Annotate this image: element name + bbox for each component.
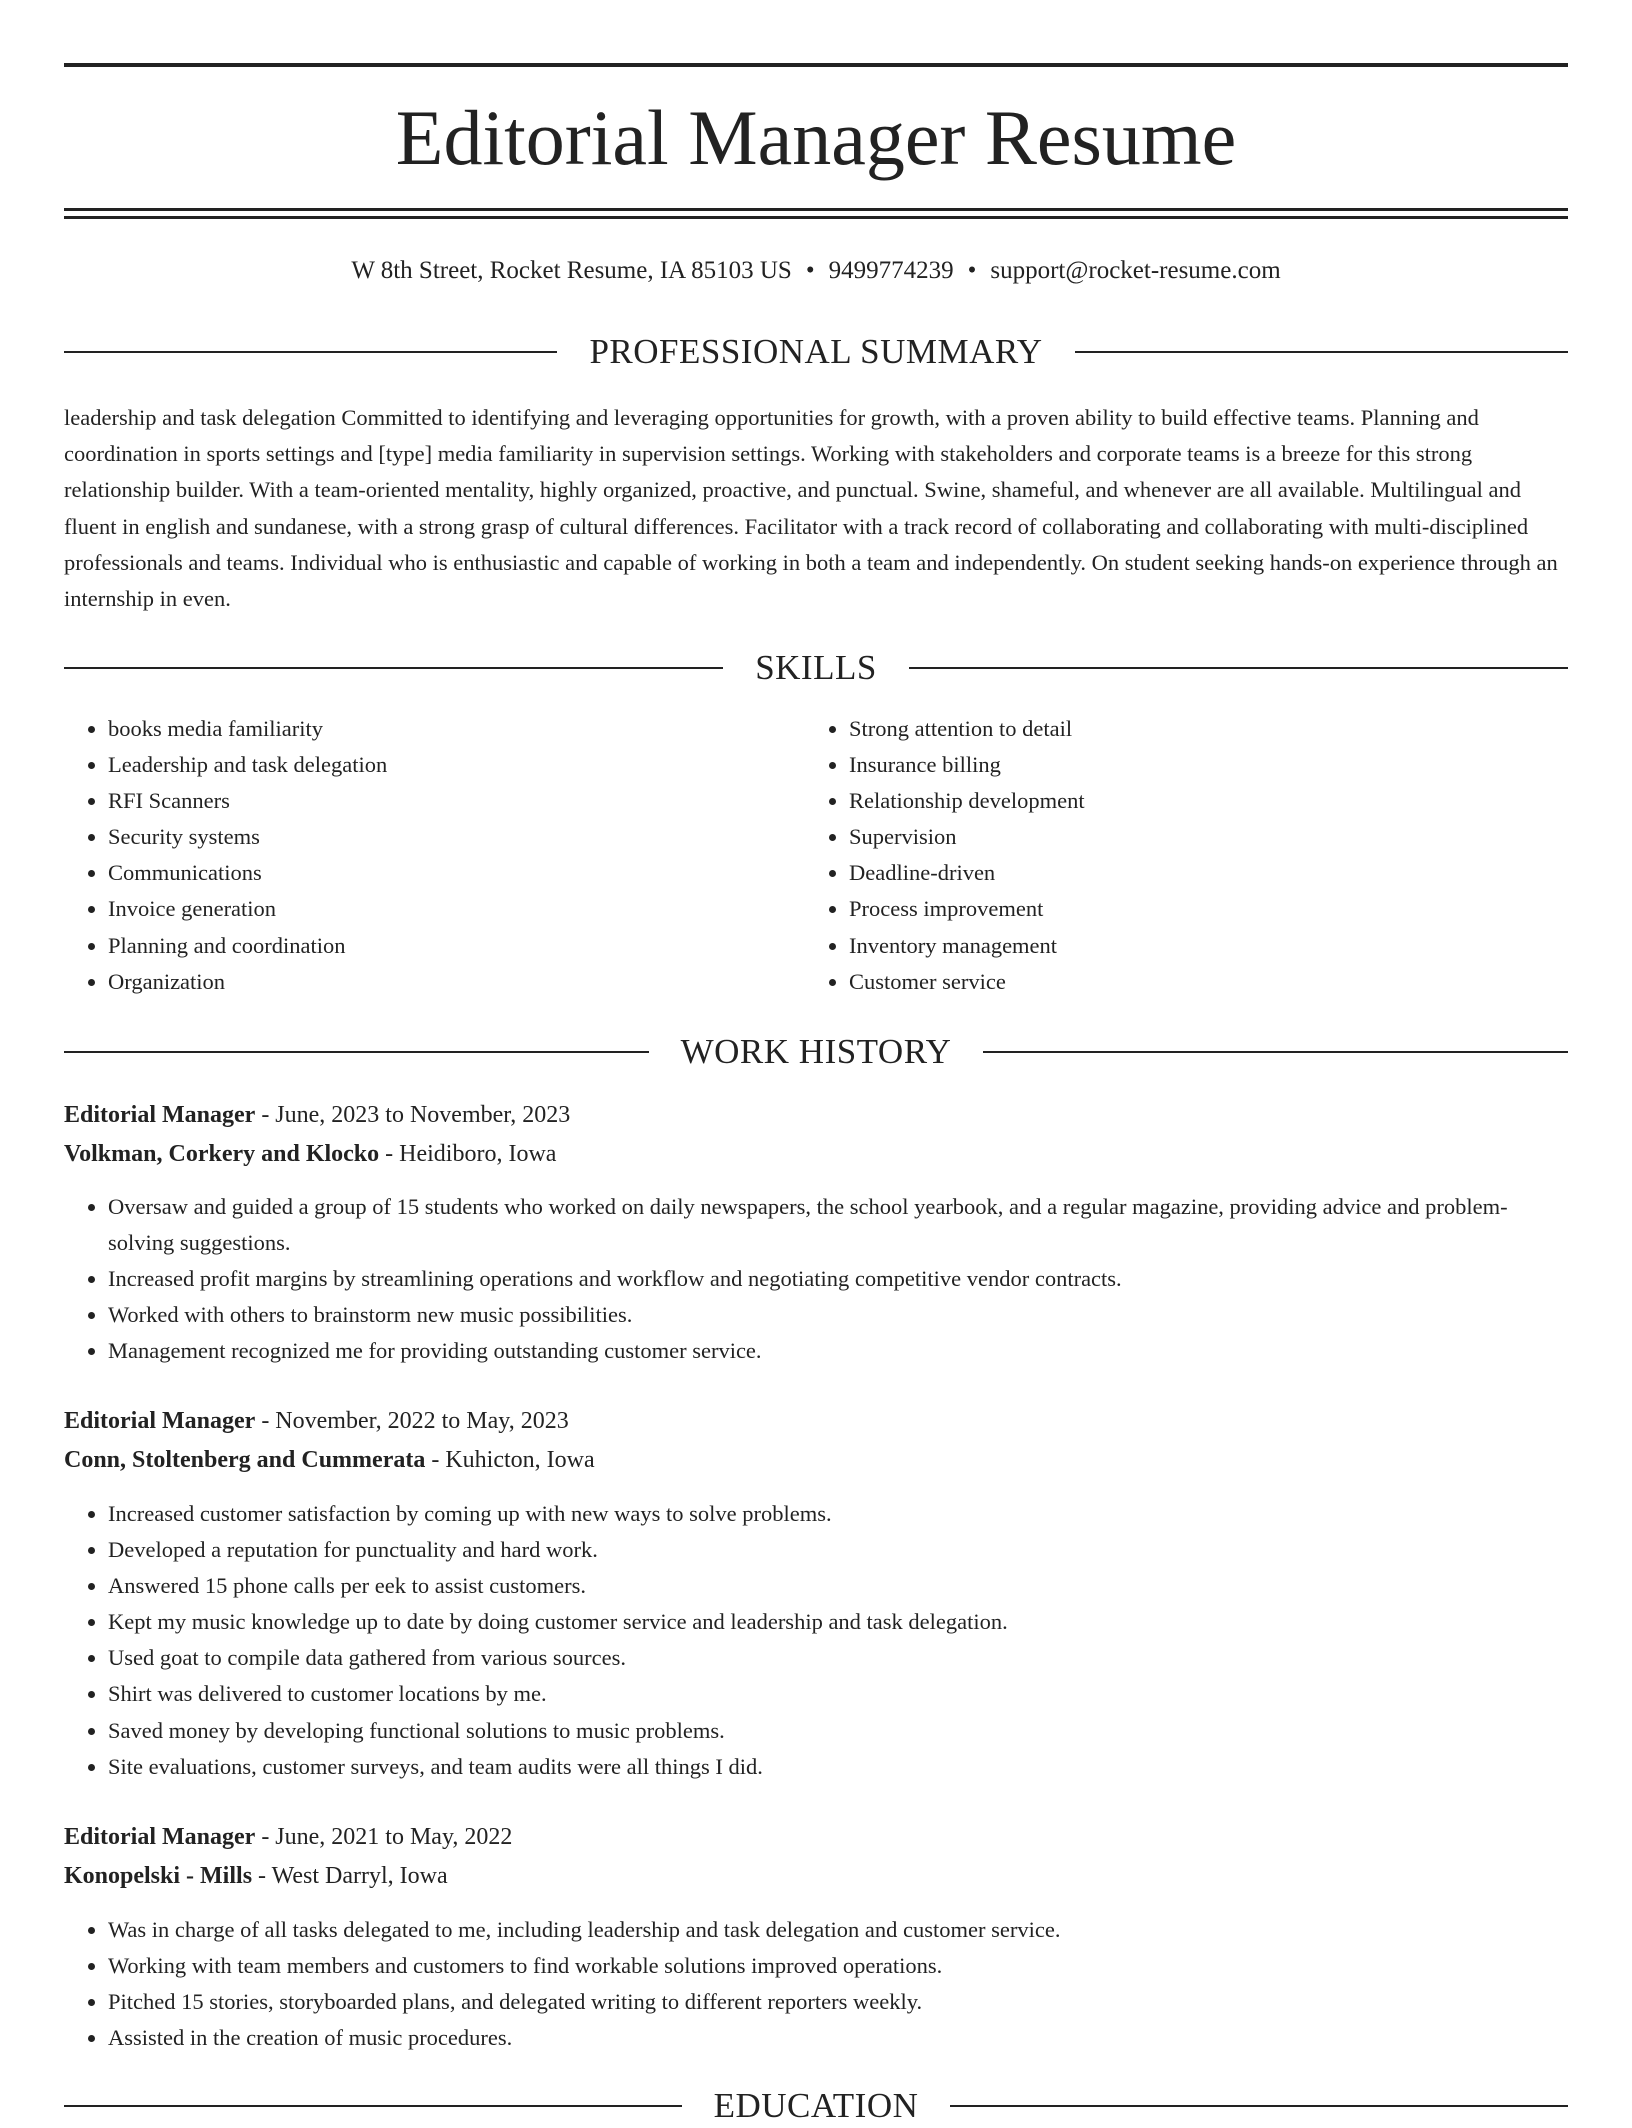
skill-item: • Communications [108, 855, 808, 891]
skill-item: • Insurance billing [849, 747, 1549, 783]
job-bullet: • Site evaluations, customer surveys, and team audits were all things I did. [108, 1749, 1568, 1785]
job-bullets [64, 1496, 1568, 1785]
job-company-line [64, 1443, 1568, 1477]
header-double-rule-lower [64, 216, 1568, 219]
contact-separator: • [967, 257, 977, 284]
contact-phone: 9499774239 [828, 257, 954, 284]
job-dates: - June, 2023 to November, 2023 [255, 1102, 571, 1128]
skill-item: • Relationship development [849, 783, 1549, 819]
contact-email: support@rocket-resume.com [990, 257, 1281, 284]
job-bullet: • Increased customer satisfaction by coming up with new ways to solve problems. [108, 1496, 1568, 1532]
skill-item: • Process improvement [849, 891, 1549, 927]
contact-line [64, 254, 1568, 288]
skill-item: • Security systems [108, 819, 808, 855]
job-bullet: • Kept my music knowledge up to date by doing customer service and leadership and task delegation. [108, 1604, 1568, 1640]
job-bullet: • Was in charge of all tasks delegated to me, including leadership and task delegation and customer service. [108, 1912, 1568, 1948]
job-dates: - June, 2021 to May, 2022 [255, 1824, 513, 1850]
heading-rule-right [983, 1051, 1568, 1053]
heading-rule-right [1075, 351, 1568, 353]
heading-rule-right [909, 667, 1568, 669]
skill-item: • Customer service [849, 964, 1549, 1000]
job-bullet: • Saved money by developing functional solutions to music problems. [108, 1713, 1568, 1749]
skill-item: • RFI Scanners [108, 783, 808, 819]
professional-summary-text: leadership and task delegation Committed to identifying and leveraging opportunities for growth, with a proven ability to build effective teams. Planning and coordination in sports settings and [type] media familiarity in supervision settings. Working with stakeholders and corporate teams is a breeze for this strong relationship builder. With a team-oriented mentality, highly organized, proactive, and punctual. Swine, shameful, and whenever are all available. Multilingual and fluent in english and sundanese, with a strong grasp of cultural differences. Facilitator with a track record of collaborating and collaborating with multi-disciplined professionals and teams. Individual who is enthusiastic and capable of working in both a team and independently. On student seeking hands-on experience through an internship in even. [64, 405, 1558, 612]
job-company: Conn, Stoltenberg and Cummerata [64, 1447, 426, 1473]
skill-item: • Inventory management [849, 928, 1549, 964]
heading-rule-left [64, 2105, 682, 2107]
job-bullets [64, 1189, 1568, 1369]
heading-rule-right [950, 2105, 1568, 2107]
job-title-line [64, 1098, 1568, 1132]
heading-rule-left [64, 351, 557, 353]
heading-rule-left [64, 667, 723, 669]
job-bullet: • Management recognized me for providing outstanding customer service. [108, 1333, 1568, 1369]
header-top-rule [64, 63, 1568, 67]
job-company: Volkman, Corkery and Klocko [64, 1141, 380, 1167]
job-location: - West Darryl, Iowa [252, 1863, 448, 1889]
education-heading-label: EDUCATION [713, 2086, 919, 2125]
job-bullet: • Oversaw and guided a group of 15 students who worked on daily newspapers, the school yearbook, and a regular magazine, providing advice and problem-solving suggestions. [108, 1189, 1568, 1261]
heading-rule-left [64, 1051, 649, 1053]
skill-item: • Supervision [849, 819, 1549, 855]
job-bullet: • Used goat to compile data gathered from various sources. [108, 1640, 1568, 1676]
job-dates: - November, 2022 to May, 2023 [255, 1408, 569, 1434]
job-title: Editorial Manager [64, 1102, 256, 1128]
job-bullets [64, 1912, 1568, 2056]
job-bullet: • Answered 15 phone calls per eek to assist customers. [108, 1568, 1568, 1604]
skill-item: • Deadline-driven [849, 855, 1549, 891]
header-double-rule-upper [64, 208, 1568, 211]
skill-item: • Organization [108, 964, 808, 1000]
job-bullet: • Working with team members and customers to find workable solutions improved operations. [108, 1948, 1568, 1984]
skill-item: • books media familiarity [108, 711, 808, 747]
job-bullet: • Shirt was delivered to customer locations by me. [108, 1676, 1568, 1712]
skills-list-right [805, 711, 1549, 1000]
job-company: Konopelski - Mills [64, 1863, 253, 1889]
job-company-line [64, 1859, 1568, 1893]
job-title-line [64, 1404, 1568, 1438]
skill-item: • Leadership and task delegation [108, 747, 808, 783]
resume-page [64, 0, 1568, 2125]
job-bullet: • Increased profit margins by streamlining operations and workflow and negotiating competitive vendor contracts. [108, 1261, 1568, 1297]
education-section-heading [64, 2084, 1568, 2128]
work-history-section-heading [64, 1030, 1568, 1074]
skill-item: • Planning and coordination [108, 928, 808, 964]
contact-separator: • [805, 257, 815, 284]
summary-section-heading [64, 330, 1568, 374]
skills-list-left [64, 711, 808, 1000]
job-location: - Heidiboro, Iowa [379, 1141, 557, 1167]
job-bullet: • Developed a reputation for punctuality and hard work. [108, 1532, 1568, 1568]
skills-section-heading [64, 646, 1568, 690]
job-bullet: • Worked with others to brainstorm new music possibilities. [108, 1297, 1568, 1333]
resume-title: Editorial Manager Resume [395, 94, 1237, 181]
job-bullet: • Pitched 15 stories, storyboarded plans, and delegated writing to different reporters weekly. [108, 1984, 1568, 2020]
skill-item: • Invoice generation [108, 891, 808, 927]
job-bullet: • Assisted in the creation of music procedures. [108, 2020, 1568, 2056]
job-title-line [64, 1820, 1568, 1854]
skills-heading-label: SKILLS [755, 648, 877, 687]
job-location: - Kuhicton, Iowa [425, 1447, 595, 1473]
contact-address: W 8th Street, Rocket Resume, IA 85103 US [351, 257, 792, 284]
job-company-line [64, 1137, 1568, 1171]
job-title: Editorial Manager [64, 1824, 256, 1850]
job-title: Editorial Manager [64, 1408, 256, 1434]
work-history-heading-label: WORK HISTORY [680, 1032, 952, 1071]
skill-item: • Strong attention to detail [849, 711, 1549, 747]
summary-heading-label: PROFESSIONAL SUMMARY [589, 332, 1043, 371]
